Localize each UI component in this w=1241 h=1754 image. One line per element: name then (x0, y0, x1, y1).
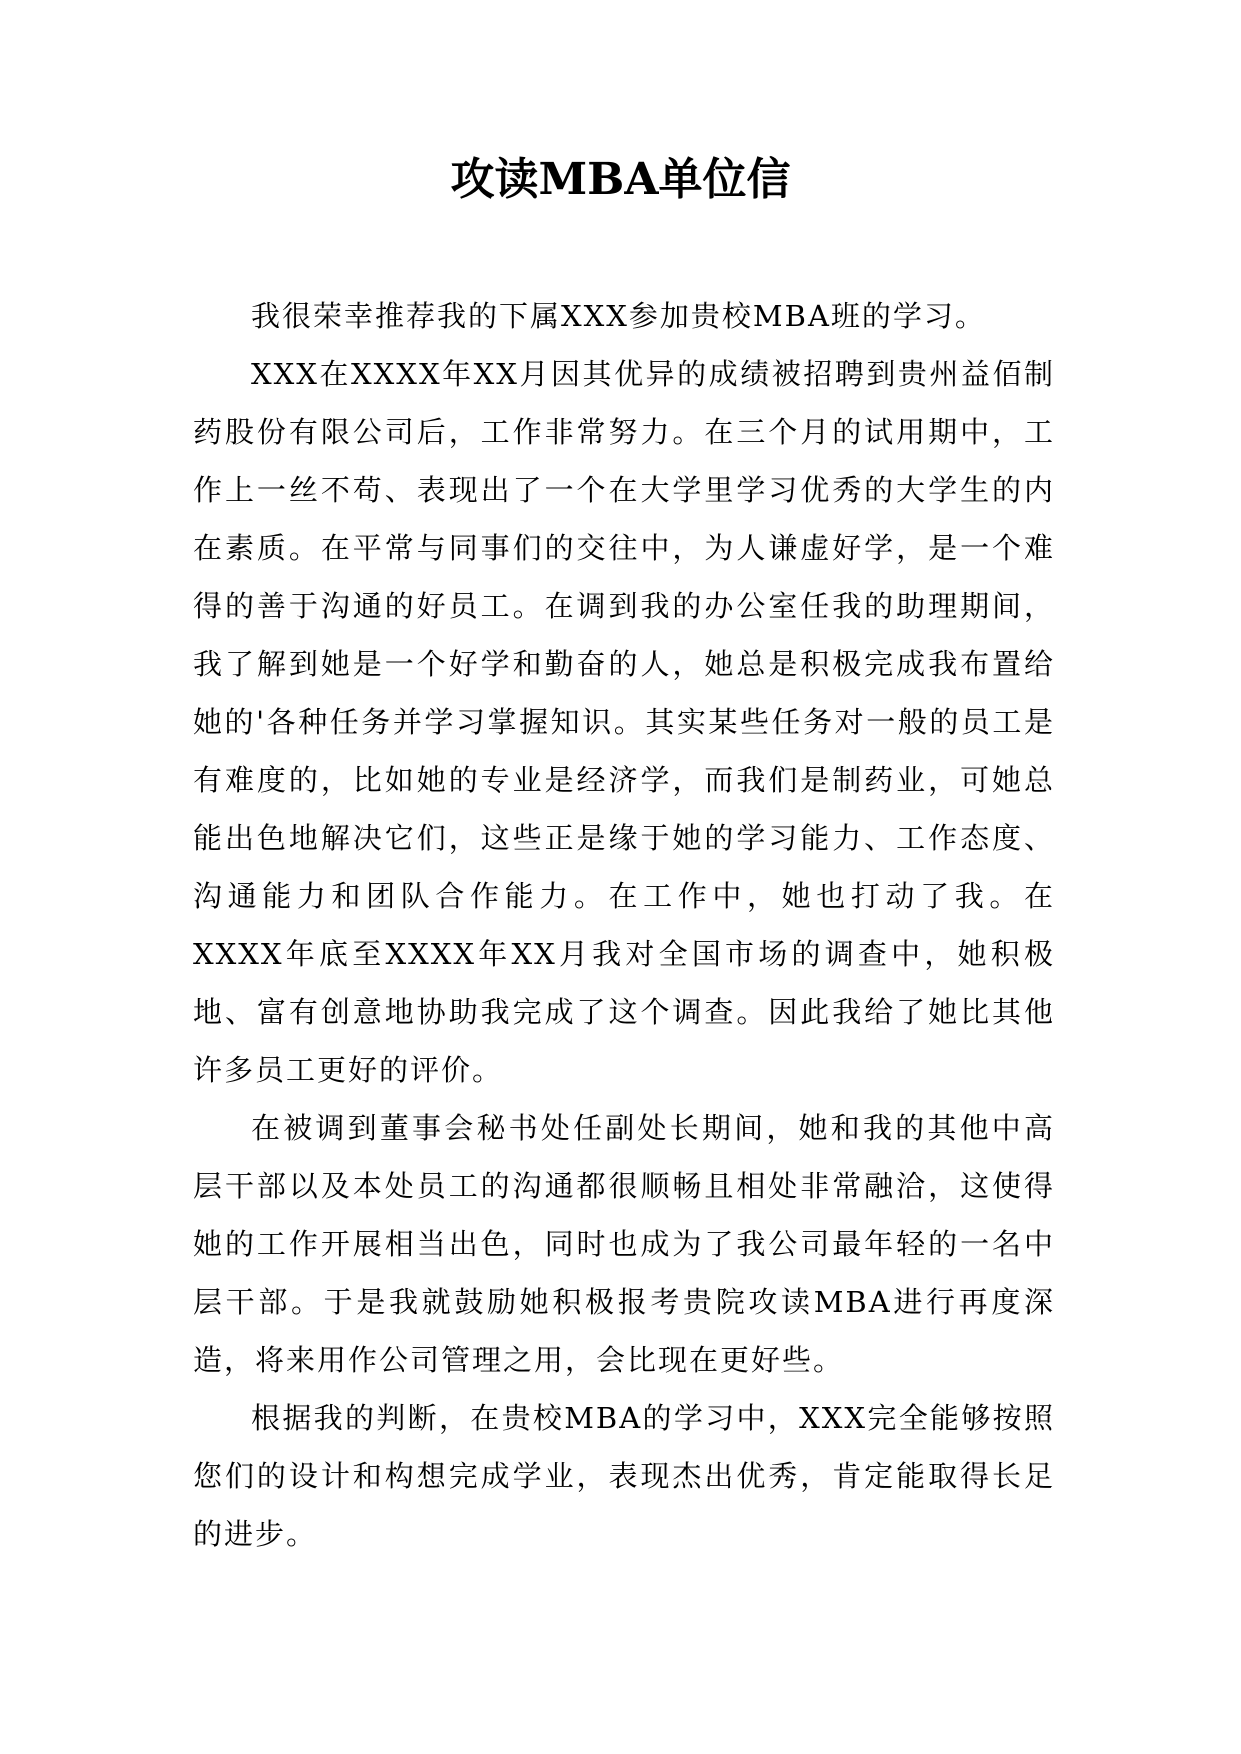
document-title: 攻读MBA单位信 (450, 154, 791, 205)
paragraph-1: 我很荣幸推荐我的下属XXX参加贵校MBA班的学习。 (251, 299, 986, 333)
paragraph-3: 在被调到董事会秘书处任副处长期间，她和我的其他中高层干部以及本处员工的沟通都很顺畅且相处非常融洽，这使得她的工作开展相当出色，同时也成为了我公司最年轻的一名中层干部。于是我就鼓励她积极报考贵院攻读MBA进行再度深造，将来用作公司管理之用，会比现在更好些。 (193, 1111, 1055, 1377)
paragraph-2: XXX在XXXX年XX月因其优异的成绩被招聘到贵州益佰制药股份有限公司后，工作非常努力。在三个月的试用期中，工作上一丝不苟、表现出了一个在大学里学习优秀的大学生的内在素质。在平常与同事们的交往中，为人谦虚好学，是一个难得的善于沟通的好员工。在调到我的办公室任我的助理期间，我了解到她是一个好学和勤奋的人，她总是积极完成我布置给她的'各种任务并学习掌握知识。其实某些任务对一般的员工是有难度的，比如她的专业是经济学，而我们是制药业，可她总能出色地解决它们，这些正是缘于她的学习能力、工作态度、沟通能力和团队合作能力。在工作中，她也打动了我。在XXXX年底至XXXX年XX月我对全国市场的调查中，她积极地、富有创意地协助我完成了这个调查。因此我给了她比其他许多员工更好的评价。 (193, 357, 1055, 1087)
document-body (193, 287, 1055, 1563)
paragraph-4: 根据我的判断，在贵校MBA的学习中，XXX完全能够按照您们的设计和构想完成学业，表现杰出优秀，肯定能取得长足的进步。 (193, 1401, 1055, 1551)
